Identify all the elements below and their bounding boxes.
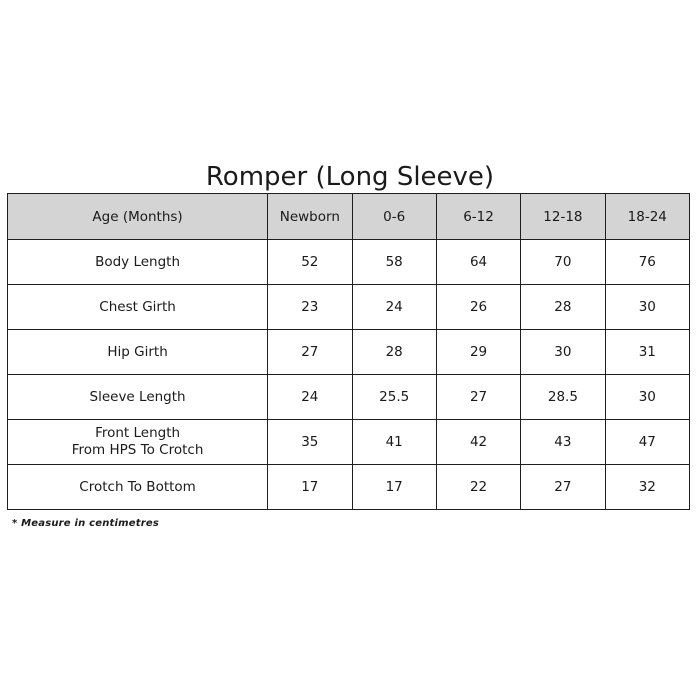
table-cell: 70 bbox=[521, 240, 605, 285]
table-cell: 41 bbox=[352, 420, 436, 465]
table-row bbox=[8, 330, 690, 375]
table-cell: 29 bbox=[436, 330, 520, 375]
row-label bbox=[8, 285, 268, 330]
header-6-12: 6-12 bbox=[436, 194, 520, 240]
table-cell: 52 bbox=[268, 240, 352, 285]
table-cell: 47 bbox=[605, 420, 689, 465]
table-cell: 43 bbox=[521, 420, 605, 465]
row-label bbox=[8, 465, 268, 510]
table-cell: 30 bbox=[521, 330, 605, 375]
row-label-line: Chest Girth bbox=[99, 298, 176, 315]
table-cell: 27 bbox=[436, 375, 520, 420]
header-newborn: Newborn bbox=[268, 194, 352, 240]
page-title: Romper (Long Sleeve) bbox=[205, 162, 495, 192]
table-cell: 42 bbox=[436, 420, 520, 465]
table-cell: 64 bbox=[436, 240, 520, 285]
row-label bbox=[8, 240, 268, 285]
table-cell: 30 bbox=[605, 285, 689, 330]
header-18-24: 18-24 bbox=[605, 194, 689, 240]
row-label bbox=[8, 420, 268, 465]
table-row bbox=[8, 420, 690, 465]
row-label-line: Body Length bbox=[95, 253, 181, 270]
table-cell: 25.5 bbox=[352, 375, 436, 420]
header-12-18: 12-18 bbox=[521, 194, 605, 240]
measurement-note: * Measure in centimetres bbox=[12, 518, 159, 529]
table-cell: 27 bbox=[268, 330, 352, 375]
table-cell: 23 bbox=[268, 285, 352, 330]
row-label bbox=[8, 375, 268, 420]
table-cell: 17 bbox=[268, 465, 352, 510]
header-age: Age (Months) bbox=[8, 194, 268, 240]
table-cell: 32 bbox=[605, 465, 689, 510]
table-cell: 31 bbox=[605, 330, 689, 375]
table-cell: 76 bbox=[605, 240, 689, 285]
header-0-6: 0-6 bbox=[352, 194, 436, 240]
row-label-line: Front Length bbox=[95, 425, 181, 441]
table-cell: 58 bbox=[352, 240, 436, 285]
table-row bbox=[8, 375, 690, 420]
row-label-line: Crotch To Bottom bbox=[79, 478, 196, 495]
row-label-line: Sleeve Length bbox=[89, 388, 186, 405]
table-row bbox=[8, 285, 690, 330]
table-header-row bbox=[8, 194, 690, 240]
table-cell: 30 bbox=[605, 375, 689, 420]
table-cell: 24 bbox=[352, 285, 436, 330]
table-cell: 26 bbox=[436, 285, 520, 330]
row-label-line: Hip Girth bbox=[107, 343, 168, 360]
row-label bbox=[8, 330, 268, 375]
table-cell: 28 bbox=[521, 285, 605, 330]
table-cell: 28 bbox=[352, 330, 436, 375]
table-cell: 22 bbox=[436, 465, 520, 510]
table-cell: 28.5 bbox=[521, 375, 605, 420]
row-label-line: From HPS To Crotch bbox=[71, 442, 204, 458]
table-cell: 27 bbox=[521, 465, 605, 510]
size-chart-table bbox=[7, 193, 690, 510]
table-row bbox=[8, 240, 690, 285]
table-cell: 24 bbox=[268, 375, 352, 420]
table-cell: 17 bbox=[352, 465, 436, 510]
table-cell: 35 bbox=[268, 420, 352, 465]
table-row bbox=[8, 465, 690, 510]
